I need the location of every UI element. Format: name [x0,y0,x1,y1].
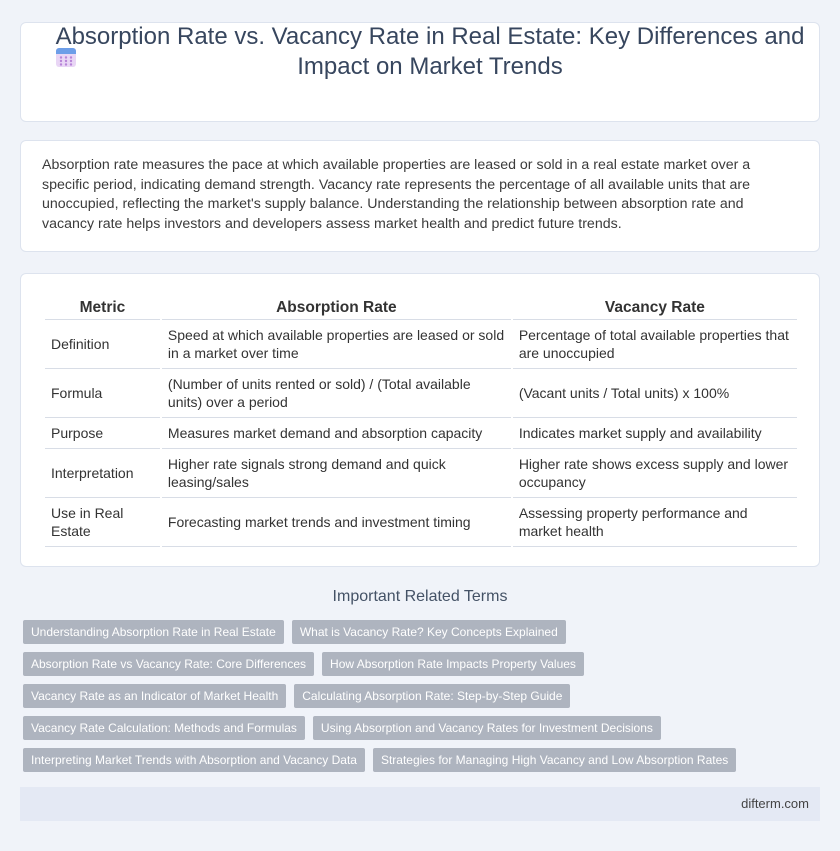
header-absorption-rate: Absorption Rate [162,296,511,320]
vacancy-cell: Higher rate shows excess supply and lower occupancy [513,449,797,498]
related-terms-list [23,620,743,780]
table-row [45,320,797,369]
absorption-cell: Higher rate signals strong demand and quick leasing/sales [162,449,511,498]
absorption-cell: Forecasting market trends and investment timing [162,498,511,547]
related-term-tag[interactable]: Absorption Rate vs Vacancy Rate: Core Differences [23,652,314,676]
comparison-table [43,296,799,547]
header-vacancy-rate: Vacancy Rate [513,296,797,320]
header-metric: Metric [45,296,160,320]
vacancy-cell: Assessing property performance and market health [513,498,797,547]
metric-cell: Use in Real Estate [45,498,160,547]
related-terms-heading: Important Related Terms [332,588,508,605]
absorption-cell: Speed at which available properties are leased or sold in a market over time [162,320,511,369]
metric-cell: Purpose [45,418,160,449]
comparison-table-card [20,273,820,567]
table-header-row [45,296,797,320]
related-term-tag[interactable]: Vacancy Rate as an Indicator of Market Health [23,684,286,708]
table-row [45,449,797,498]
related-term-tag[interactable]: Using Absorption and Vacancy Rates for Investment Decisions [313,716,661,740]
intro-card [20,140,820,252]
metric-cell: Formula [45,369,160,418]
related-term-tag[interactable]: Calculating Absorption Rate: Step-by-Step Guide [294,684,570,708]
related-term-tag[interactable]: Understanding Absorption Rate in Real Estate [23,620,284,644]
page-title: Absorption Rate vs. Vacancy Rate in Real Estate: Key Differences and Impact on Market Trends [55,23,805,80]
table-row [45,498,797,547]
site-name[interactable]: difterm.com [741,796,809,811]
absorption-cell: Measures market demand and absorption capacity [162,418,511,449]
vacancy-cell: Indicates market supply and availability [513,418,797,449]
table-row [45,369,797,418]
intro-paragraph: Absorption rate measures the pace at which available properties are leased or sold in a real estate market over a specific period, indicating demand strength. Vacancy rate represents the percentage of all available units that are unoccupied, reflecting the market's supply balance. Understanding the relationship between absorption rate and vacancy rate helps investors and developers assess market health and predict future trends. [42,157,751,232]
vacancy-cell: (Vacant units / Total units) x 100% [513,369,797,418]
related-term-tag[interactable]: What is Vacancy Rate? Key Concepts Explained [292,620,566,644]
related-term-tag[interactable]: Strategies for Managing High Vacancy and Low Absorption Rates [373,748,736,772]
table-row [45,418,797,449]
related-term-tag[interactable]: Vacancy Rate Calculation: Methods and Formulas [23,716,305,740]
metric-cell: Definition [45,320,160,369]
related-term-tag[interactable]: Interpreting Market Trends with Absorption and Vacancy Data [23,748,365,772]
vacancy-cell: Percentage of total available properties that are unoccupied [513,320,797,369]
footer [20,787,820,821]
related-term-tag[interactable]: How Absorption Rate Impacts Property Values [322,652,584,676]
absorption-cell: (Number of units rented or sold) / (Total available units) over a period [162,369,511,418]
metric-cell: Interpretation [45,449,160,498]
